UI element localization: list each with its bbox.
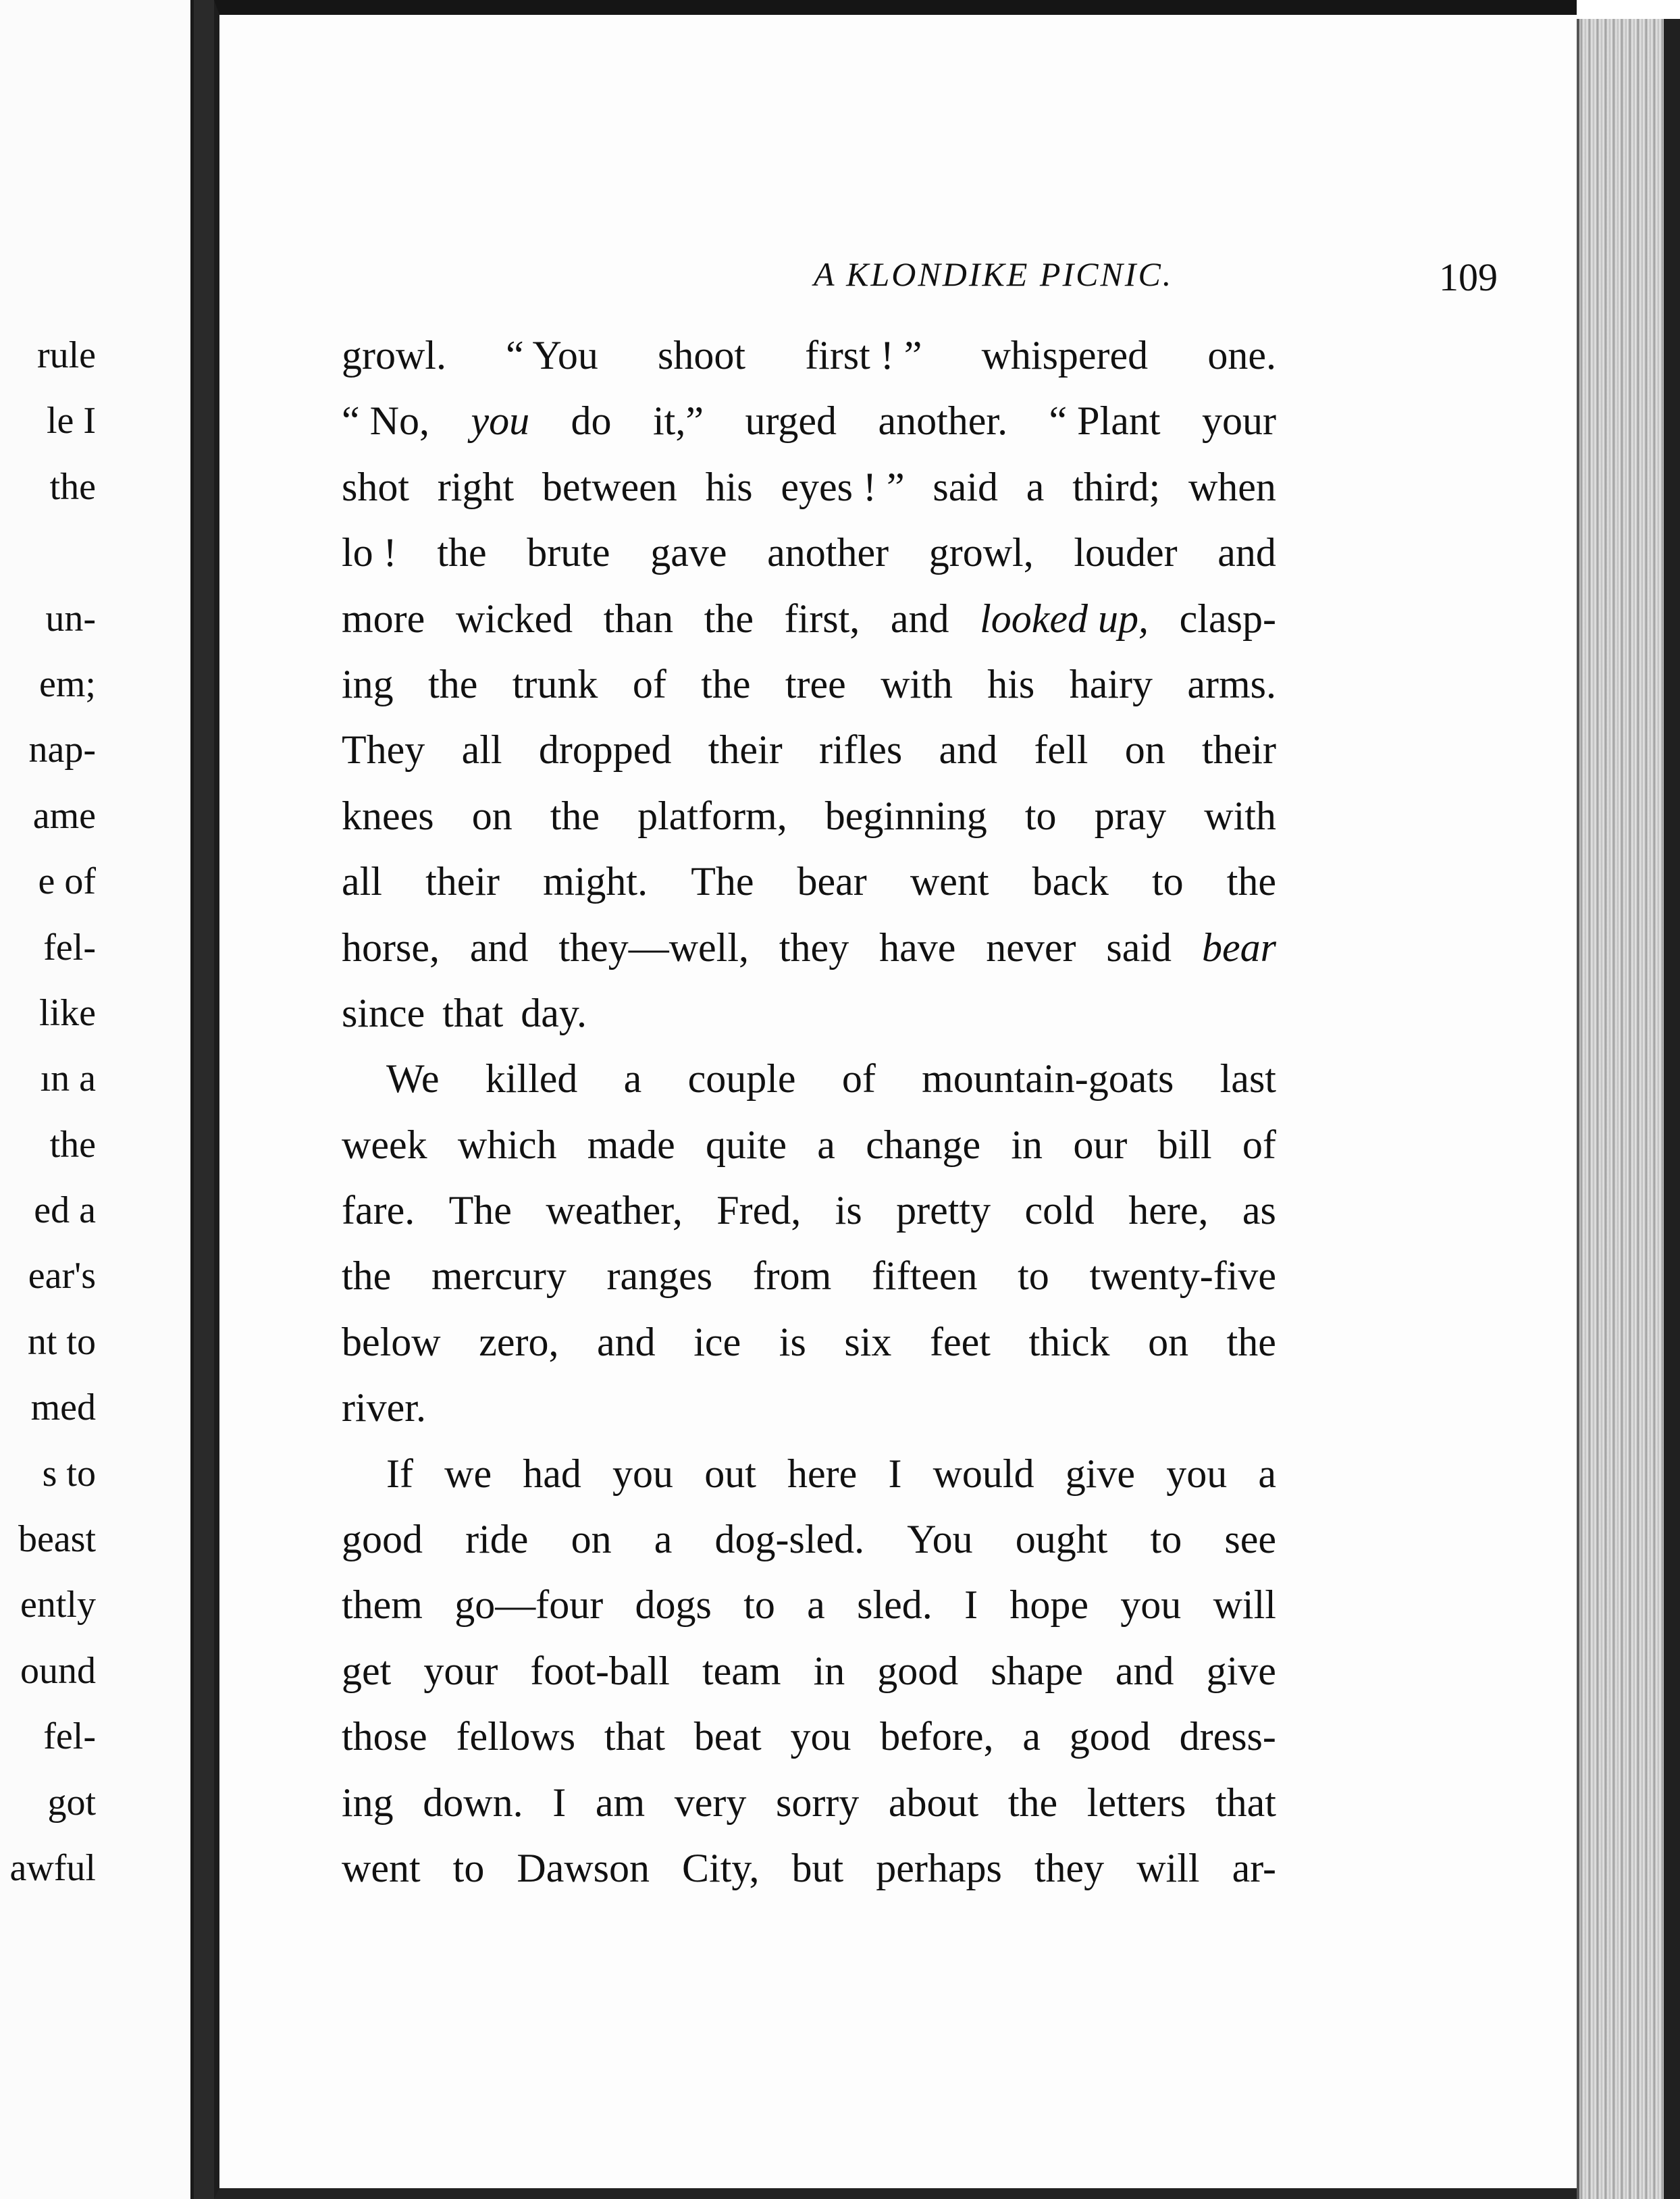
facing-page-line: got bbox=[47, 1781, 96, 1823]
word: all bbox=[342, 859, 382, 904]
word: ing bbox=[342, 1780, 394, 1825]
word: another. bbox=[878, 398, 1008, 444]
word: as bbox=[1242, 1188, 1276, 1233]
text-line bbox=[342, 1310, 1276, 1375]
page-edges bbox=[1577, 19, 1680, 2199]
text-line bbox=[342, 849, 1276, 914]
word: bill bbox=[1157, 1122, 1212, 1167]
facing-page-line: s to bbox=[42, 1452, 96, 1495]
word: made bbox=[587, 1122, 675, 1167]
word: have bbox=[879, 925, 956, 970]
word: get bbox=[342, 1648, 392, 1693]
word: might. bbox=[543, 859, 648, 904]
word: brute bbox=[527, 530, 610, 575]
text-line bbox=[342, 1836, 1276, 1901]
word: that bbox=[442, 990, 504, 1035]
word: said bbox=[1106, 925, 1172, 970]
word: and bbox=[597, 1319, 656, 1364]
word: had bbox=[523, 1451, 581, 1496]
word: a bbox=[654, 1517, 673, 1562]
word: with bbox=[1204, 793, 1276, 838]
word: went bbox=[342, 1845, 421, 1890]
word: they bbox=[1034, 1845, 1105, 1890]
word: go—four bbox=[454, 1582, 604, 1628]
word: we bbox=[444, 1451, 492, 1496]
word: will bbox=[1213, 1582, 1276, 1628]
word: a bbox=[1022, 1714, 1041, 1759]
text-line bbox=[342, 1507, 1276, 1572]
word: they—well, bbox=[558, 925, 749, 970]
word: dog-sled. bbox=[714, 1517, 865, 1562]
word: back bbox=[1032, 859, 1109, 904]
word: of bbox=[841, 1056, 876, 1102]
text-line bbox=[342, 586, 1276, 652]
word: them bbox=[342, 1582, 423, 1628]
word: perhaps bbox=[876, 1845, 1002, 1890]
word: fifteen bbox=[871, 1253, 978, 1299]
word: The bbox=[448, 1188, 512, 1233]
word: am bbox=[595, 1780, 646, 1825]
word: but bbox=[791, 1845, 844, 1890]
word: ride bbox=[465, 1517, 529, 1562]
word: you bbox=[1166, 1451, 1228, 1496]
word: couple bbox=[687, 1056, 796, 1102]
word: Dawson bbox=[517, 1845, 650, 1890]
word: since bbox=[342, 990, 425, 1035]
word: his bbox=[705, 464, 753, 509]
word: before, bbox=[880, 1714, 994, 1759]
word: We bbox=[386, 1056, 440, 1102]
word: urged bbox=[745, 398, 837, 444]
word: pretty bbox=[896, 1188, 991, 1233]
text-line bbox=[342, 455, 1276, 520]
word: shot bbox=[342, 464, 410, 509]
facing-page bbox=[0, 0, 194, 2199]
word: which bbox=[457, 1122, 557, 1167]
word: the bbox=[1226, 1319, 1276, 1364]
word: City, bbox=[682, 1845, 760, 1890]
word: weather, bbox=[546, 1188, 683, 1233]
facing-page-line: nt to bbox=[27, 1320, 96, 1363]
word: do bbox=[571, 398, 612, 444]
word: feet bbox=[930, 1319, 991, 1364]
text-line bbox=[342, 1770, 1276, 1836]
word: their bbox=[425, 859, 500, 904]
word: to bbox=[743, 1582, 775, 1628]
facing-page-line: ame bbox=[32, 794, 96, 837]
word: foot-ball bbox=[530, 1648, 670, 1693]
word: horse, bbox=[342, 925, 440, 970]
word: dress- bbox=[1179, 1714, 1276, 1759]
word: would bbox=[933, 1451, 1034, 1496]
word: dropped bbox=[538, 727, 672, 773]
word: “ You bbox=[506, 333, 598, 378]
word: gave bbox=[650, 530, 727, 575]
text-line bbox=[342, 1243, 1276, 1309]
word: is bbox=[835, 1188, 862, 1233]
word: about bbox=[888, 1780, 979, 1825]
word: ice bbox=[693, 1319, 741, 1364]
word: hairy bbox=[1069, 661, 1153, 706]
word: trunk bbox=[512, 661, 598, 706]
word: a bbox=[1258, 1451, 1276, 1496]
word: day. bbox=[521, 990, 587, 1035]
word: to bbox=[1024, 793, 1057, 838]
word: quite bbox=[706, 1122, 787, 1167]
word: river. bbox=[342, 1385, 426, 1430]
word: first, bbox=[784, 596, 860, 641]
word: good bbox=[1069, 1714, 1151, 1759]
word: went bbox=[910, 859, 989, 904]
word: I bbox=[888, 1451, 902, 1496]
word: our bbox=[1073, 1122, 1128, 1167]
word: that bbox=[1215, 1780, 1276, 1825]
word: in bbox=[1011, 1122, 1043, 1167]
word: you bbox=[612, 1451, 674, 1496]
word: and bbox=[1217, 530, 1276, 575]
word: louder bbox=[1074, 530, 1178, 575]
page-header bbox=[814, 255, 1498, 309]
word: a bbox=[807, 1582, 825, 1628]
word: will bbox=[1136, 1845, 1200, 1890]
facing-page-line: e of bbox=[38, 860, 96, 903]
facing-page-line: fel- bbox=[43, 926, 96, 968]
word: shape bbox=[991, 1648, 1083, 1693]
word: their bbox=[708, 727, 783, 773]
word: killed bbox=[485, 1056, 578, 1102]
word: I bbox=[964, 1582, 978, 1628]
cover-edge bbox=[1664, 19, 1680, 2199]
facing-page-line: med bbox=[30, 1387, 96, 1429]
word: to bbox=[1151, 859, 1184, 904]
word: that bbox=[604, 1714, 665, 1759]
word: down. bbox=[423, 1780, 523, 1825]
text-line bbox=[342, 323, 1276, 388]
facing-page-line: nap- bbox=[28, 729, 96, 771]
word: they bbox=[779, 925, 849, 970]
word: twenty-five bbox=[1089, 1253, 1276, 1299]
word: to bbox=[1018, 1253, 1049, 1299]
text-line bbox=[342, 1046, 1276, 1112]
word: those bbox=[342, 1714, 427, 1759]
word: beginning bbox=[824, 793, 987, 838]
word: knees bbox=[342, 793, 434, 838]
word: very bbox=[674, 1780, 747, 1825]
word: you bbox=[790, 1714, 851, 1759]
word: growl. bbox=[342, 333, 446, 378]
word: rifles bbox=[818, 727, 903, 773]
text-line bbox=[342, 1375, 1276, 1441]
text-line bbox=[342, 1704, 1276, 1769]
word: zero, bbox=[479, 1319, 559, 1364]
facing-page-line: like bbox=[39, 991, 96, 1034]
text-line bbox=[342, 915, 1276, 981]
page-number: 109 bbox=[1439, 255, 1498, 299]
word: You bbox=[907, 1517, 973, 1562]
word: good bbox=[877, 1648, 959, 1693]
word: lo ! bbox=[342, 530, 397, 575]
word: on bbox=[571, 1517, 612, 1562]
text-line bbox=[342, 1112, 1276, 1178]
word: his bbox=[987, 661, 1035, 706]
word: eyes ! ” bbox=[781, 464, 905, 509]
word: below bbox=[342, 1319, 441, 1364]
word: one. bbox=[1207, 333, 1276, 378]
word: is bbox=[779, 1319, 806, 1364]
word: Fred, bbox=[716, 1188, 802, 1233]
word: growl, bbox=[928, 530, 1034, 575]
word: third; bbox=[1072, 464, 1161, 509]
word: on bbox=[1124, 727, 1165, 773]
word: the bbox=[1226, 859, 1276, 904]
word: and bbox=[939, 727, 998, 773]
word: sled. bbox=[857, 1582, 933, 1628]
word: out bbox=[704, 1451, 756, 1496]
word: fell bbox=[1034, 727, 1088, 773]
facing-page-text bbox=[0, 323, 96, 1901]
facing-page-line bbox=[0, 520, 96, 586]
word: whispered bbox=[981, 333, 1149, 378]
word: and bbox=[1115, 1648, 1174, 1693]
word: fellows bbox=[456, 1714, 576, 1759]
word: “ Plant bbox=[1049, 398, 1161, 444]
word: The bbox=[691, 859, 754, 904]
facing-page-line: the bbox=[49, 1123, 96, 1166]
facing-page-line: ear's bbox=[28, 1255, 96, 1297]
word: change bbox=[866, 1122, 981, 1167]
word: If bbox=[386, 1451, 413, 1496]
word: another bbox=[767, 530, 889, 575]
facing-page-line: awful bbox=[9, 1846, 96, 1889]
word: you bbox=[1120, 1582, 1182, 1628]
word: bear bbox=[797, 859, 867, 904]
word: I bbox=[552, 1780, 567, 1825]
word: and bbox=[890, 596, 949, 641]
word: their bbox=[1201, 727, 1276, 773]
text-line bbox=[342, 717, 1276, 783]
word: fare. bbox=[342, 1188, 415, 1233]
word: wicked bbox=[455, 596, 573, 641]
word: all bbox=[461, 727, 502, 773]
word: mercury bbox=[431, 1253, 567, 1299]
word: good bbox=[342, 1517, 423, 1562]
word: six bbox=[844, 1319, 892, 1364]
word: the bbox=[550, 793, 600, 838]
word: ought bbox=[1015, 1517, 1108, 1562]
text-line bbox=[342, 783, 1276, 849]
word: the bbox=[342, 1253, 392, 1299]
facing-page-line: the bbox=[49, 465, 96, 508]
word: from bbox=[752, 1253, 832, 1299]
word: to bbox=[1150, 1517, 1182, 1562]
facing-page-line: em; bbox=[39, 663, 96, 705]
text-line bbox=[342, 652, 1276, 717]
word: a bbox=[1026, 464, 1045, 509]
word: a bbox=[623, 1056, 642, 1102]
text-line bbox=[342, 388, 1276, 454]
word: the bbox=[704, 596, 754, 641]
word: never bbox=[986, 925, 1076, 970]
word: beat bbox=[693, 1714, 762, 1759]
word: hope bbox=[1009, 1582, 1088, 1628]
facing-page-line: ed a bbox=[34, 1189, 96, 1232]
word: pray bbox=[1094, 793, 1167, 838]
running-head: A KLONDIKE PICNIC. bbox=[814, 255, 1174, 293]
word: give bbox=[1206, 1648, 1276, 1693]
word: They bbox=[342, 727, 425, 773]
text-line bbox=[342, 1638, 1276, 1704]
word: here, bbox=[1128, 1188, 1209, 1233]
word: first ! ” bbox=[805, 333, 922, 378]
italic-word: you bbox=[471, 398, 530, 444]
word: the bbox=[437, 530, 487, 575]
word: see bbox=[1224, 1517, 1276, 1562]
word: of bbox=[632, 661, 666, 706]
word: ing bbox=[342, 661, 394, 706]
word: and bbox=[469, 925, 529, 970]
word: your bbox=[1202, 398, 1276, 444]
word: the bbox=[701, 661, 751, 706]
word: team bbox=[702, 1648, 781, 1693]
word: with bbox=[881, 661, 953, 706]
facing-page-line: beast bbox=[18, 1518, 96, 1561]
facing-page-line: ently bbox=[20, 1584, 96, 1626]
word: cold bbox=[1024, 1188, 1095, 1233]
word: between bbox=[542, 464, 677, 509]
text-line bbox=[342, 1441, 1276, 1507]
facing-page-line: fel- bbox=[43, 1715, 96, 1758]
facing-page-line: un- bbox=[45, 597, 96, 640]
text-line bbox=[342, 1178, 1276, 1243]
facing-page-line: ound bbox=[20, 1649, 96, 1692]
facing-page-line: rule bbox=[36, 334, 96, 376]
word: it,” bbox=[653, 398, 704, 444]
word: than bbox=[603, 596, 674, 641]
text-line bbox=[342, 1572, 1276, 1638]
word: mountain-goats bbox=[922, 1056, 1174, 1102]
word: ar- bbox=[1232, 1845, 1276, 1890]
word: arms. bbox=[1187, 661, 1276, 706]
word: a bbox=[817, 1122, 835, 1167]
word: give bbox=[1065, 1451, 1136, 1496]
gutter bbox=[194, 0, 214, 2199]
word: right bbox=[437, 464, 515, 509]
word: thick bbox=[1028, 1319, 1110, 1364]
word: here bbox=[787, 1451, 858, 1496]
word: to bbox=[452, 1845, 485, 1890]
italic-word: bear bbox=[1201, 925, 1276, 970]
word: clasp- bbox=[1179, 596, 1276, 641]
word: platform, bbox=[637, 793, 787, 838]
word: your bbox=[423, 1648, 498, 1693]
word: ranges bbox=[606, 1253, 713, 1299]
word: dogs bbox=[635, 1582, 712, 1628]
facing-page-line: ın a bbox=[40, 1058, 96, 1100]
word: the bbox=[1007, 1780, 1058, 1825]
body-text bbox=[342, 323, 1276, 1901]
word: on bbox=[471, 793, 513, 838]
word: of bbox=[1242, 1122, 1276, 1167]
word: week bbox=[342, 1122, 427, 1167]
word: more bbox=[342, 596, 425, 641]
word: in bbox=[813, 1648, 845, 1693]
word: said bbox=[933, 464, 999, 509]
word: the bbox=[428, 661, 478, 706]
word: “ No, bbox=[342, 398, 429, 444]
word: tree bbox=[785, 661, 846, 706]
text-line bbox=[342, 981, 1276, 1046]
word: letters bbox=[1086, 1780, 1186, 1825]
facing-page-line: le I bbox=[46, 400, 96, 442]
word: when bbox=[1188, 464, 1276, 509]
word: last bbox=[1219, 1056, 1276, 1102]
italic-word: looked up, bbox=[980, 596, 1149, 641]
text-line bbox=[342, 520, 1276, 586]
word: on bbox=[1148, 1319, 1189, 1364]
word: sorry bbox=[775, 1780, 860, 1825]
word: shoot bbox=[658, 333, 746, 378]
